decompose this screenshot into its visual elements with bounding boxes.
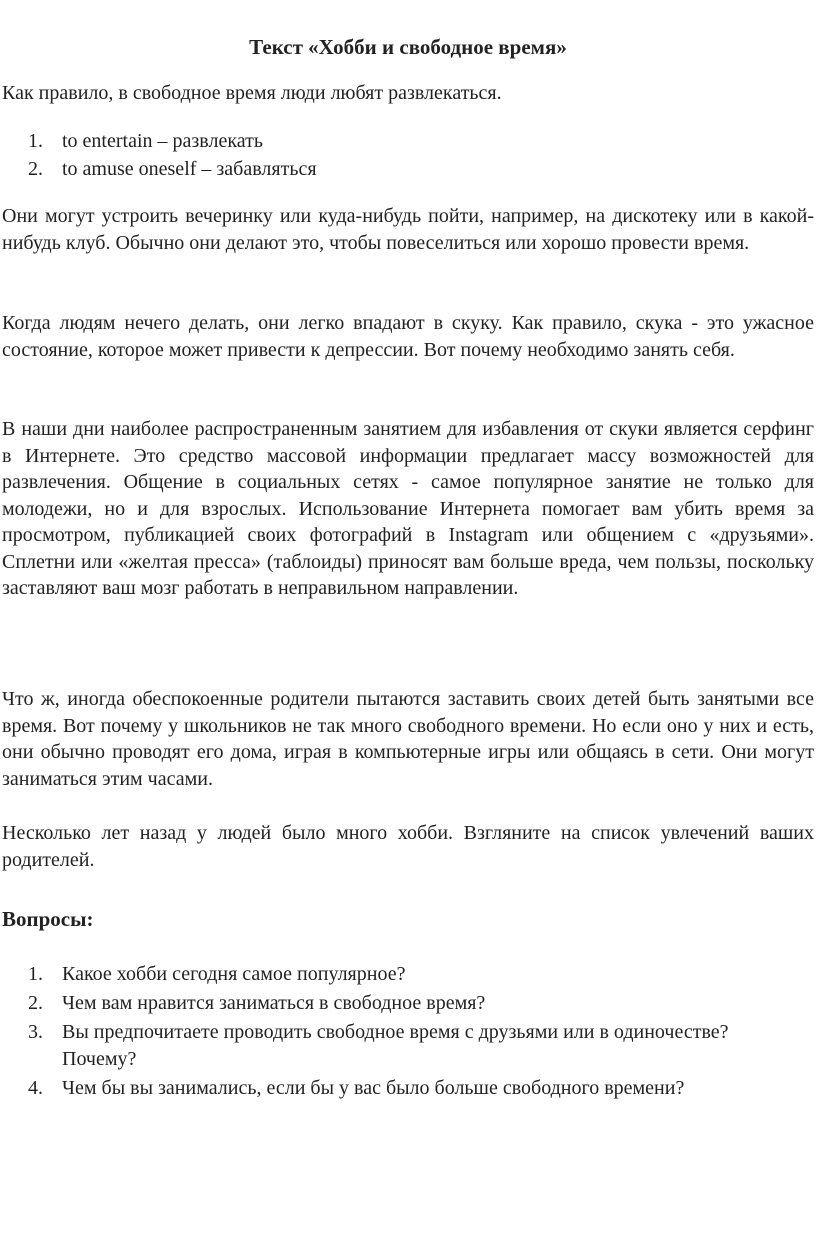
- question-item: [28, 1019, 758, 1073]
- vocabulary-text: to amuse oneself – забавляться: [62, 158, 317, 180]
- questions-list: [28, 961, 758, 1104]
- question-text: Чем бы вы занимались, если бы у вас было больше свободного времени?: [62, 1077, 685, 1099]
- questions-heading: Вопросы:: [2, 907, 94, 931]
- vocabulary-text: to entertain – развлекать: [62, 130, 263, 152]
- question-text: Вы предпочитаете проводить свободное время с друзьями или в одиночестве? Почему?: [62, 1021, 729, 1070]
- list-number: 1.: [28, 963, 43, 985]
- paragraph-parents: Что ж, иногда обеспокоенные родители пытаются заставить своих детей быть занятыми все время. Вот почему у школьников не так много свободного времени. Но если оно у них и есть, они обычно проводят его дома, играя в компьютерные игры или общаясь в сети. Они могут заниматься этим часами.: [2, 688, 814, 790]
- list-number: 1.: [28, 130, 43, 152]
- vocabulary-list: [28, 127, 317, 183]
- paragraph-hobbies: Несколько лет назад у людей было много хобби. Взгляните на список увлечений ваших родителей.: [2, 822, 814, 871]
- question-item: [28, 1075, 758, 1102]
- question-item: [28, 990, 758, 1017]
- question-text: Какое хобби сегодня самое популярное?: [62, 963, 406, 985]
- intro-paragraph: Как правило, в свободное время люди любят развлекаться.: [2, 82, 502, 104]
- document-title: Текст «Хобби и свободное время»: [249, 35, 567, 59]
- paragraph-party: Они могут устроить вечеринку или куда-нибудь пойти, например, на дискотеку или в какой-нибудь клуб. Обычно они делают это, чтобы повеселиться или хорошо провести время.: [2, 205, 814, 254]
- list-number: 3.: [28, 1021, 43, 1043]
- list-number: 2.: [28, 992, 43, 1014]
- list-number: 2.: [28, 158, 43, 180]
- paragraph-boredom: Когда людям нечего делать, они легко впадают в скуку. Как правило, скука - это ужасное состояние, которое может привести к депрессии. Вот почему необходимо занять себя.: [2, 312, 814, 361]
- question-text: Чем вам нравится заниматься в свободное время?: [62, 992, 486, 1014]
- vocabulary-item: [28, 155, 317, 183]
- question-item: [28, 961, 758, 988]
- list-number: 4.: [28, 1077, 43, 1099]
- vocabulary-item: [28, 127, 317, 155]
- paragraph-internet: В наши дни наиболее распространенным занятием для избавления от скуки является серфинг в Интернете. Это средство массовой информации предлагает массу возможностей для развлечения. Общение в социальных сетях - самое популярное занятие не только для молодежи, но и для взрослых. Использование Интернета помогает вам убить время за просмотром, публикацией своих фотографий в Instagram или общением с «друзьями». Сплетни или «желтая пресса» (таблоиды) приносят вам больше вреда, чем пользы, поскольку заставляют ваш мозг работать в неправильном направлении.: [2, 418, 814, 599]
